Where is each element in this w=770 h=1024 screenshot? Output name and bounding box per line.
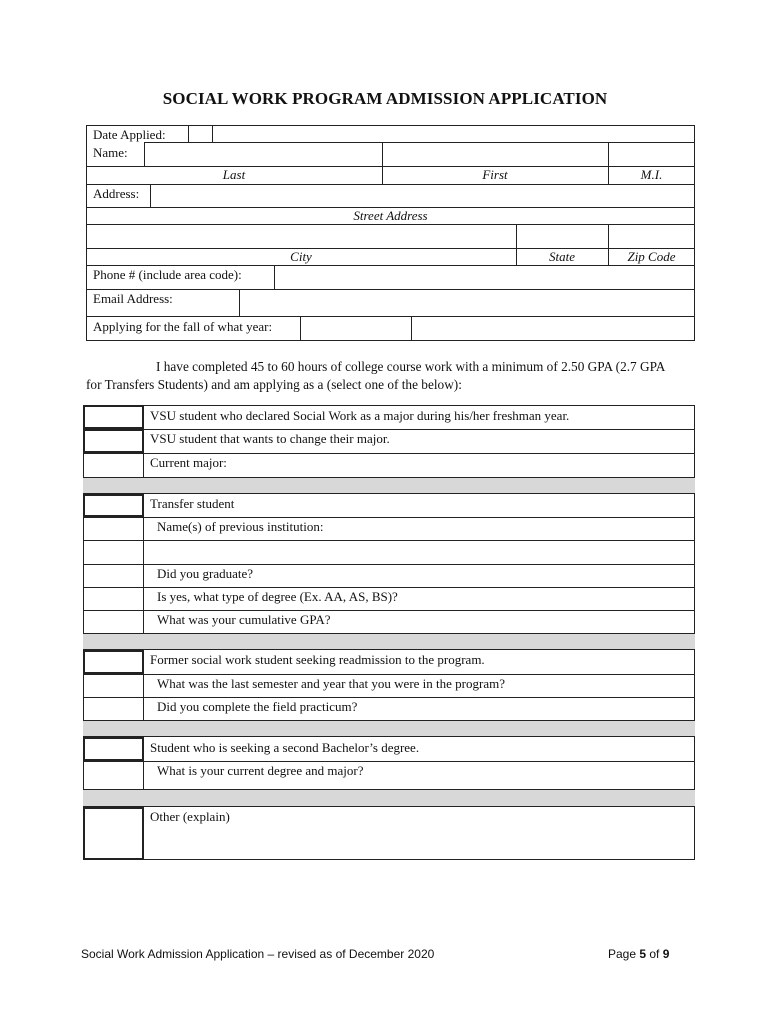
email-label: Email Address: [93,291,173,306]
zip-code-field[interactable] [609,225,694,247]
degree-type-label: Is yes, what type of degree (Ex. AA, AS, BS)? [157,589,398,604]
intro-line-1: I have completed 45 to 60 hours of college course work with a minimum of 2.50 GPA (2.7 GPA [156,359,666,374]
city-field[interactable] [87,225,515,247]
last-name-field[interactable] [145,143,381,165]
city-caption: City [290,249,312,264]
date-applied-label: Date Applied: [93,127,166,142]
current-degree-label: What is your current degree and major? [157,763,364,778]
cumulative-gpa-label: What was your cumulative GPA? [157,612,331,627]
phone-field[interactable] [275,266,694,288]
vsu-change-major-label: VSU student that wants to change their major. [150,431,390,446]
email-field[interactable] [240,290,694,316]
footer-revision: Social Work Admission Application – revised as of December 2020 [81,947,435,961]
section-separator [83,633,695,650]
name-label: Name: [93,145,128,160]
mi-caption: M.I. [640,167,663,182]
page-title: SOCIAL WORK PROGRAM ADMISSION APPLICATION [162,89,608,108]
street-address-field[interactable] [151,185,694,206]
transfer-student-checkbox[interactable] [83,494,144,517]
zip-caption: Zip Code [627,249,676,264]
section-separator [83,720,695,737]
second-bachelor-label: Student who is seeking a second Bachelor’s degree. [150,740,420,755]
vsu-change-major-checkbox[interactable] [83,429,144,453]
address-label: Address: [93,186,140,201]
former-student-checkbox[interactable] [83,650,144,674]
previous-institution-label: Name(s) of previous institution: [157,519,324,534]
applying-year-field[interactable] [300,316,412,341]
first-name-field[interactable] [383,143,607,165]
previous-institution-field[interactable] [144,541,694,563]
former-student-label: Former social work student seeking readmission to the program. [150,652,485,667]
applying-year-label: Applying for the fall of what year: [93,319,273,334]
vsu-declared-checkbox[interactable] [83,405,144,429]
middle-initial-field[interactable] [609,143,694,165]
vsu-declared-label: VSU student who declared Social Work as a major during his/her freshman year. [150,408,570,423]
other-explain-field[interactable] [145,826,694,858]
date-applied-field[interactable] [188,125,213,143]
page-number: Page 5 of 9 [608,947,670,961]
phone-label: Phone # (include area code): [93,267,242,282]
other-label: Other (explain) [150,809,230,824]
intro-line-2: for Transfers Students) and am applying as a (select one of the below): [86,377,462,392]
street-address-caption: Street Address [353,208,428,223]
section-separator [83,477,695,494]
last-semester-label: What was the last semester and year that you were in the program? [157,676,505,691]
current-page: 5 [639,947,647,961]
intro-paragraph [86,358,696,394]
section-separator [83,789,695,807]
second-bachelor-checkbox[interactable] [83,737,144,761]
state-field[interactable] [517,225,607,247]
transfer-student-label: Transfer student [150,496,235,511]
last-caption: Last [222,167,246,182]
current-major-field[interactable] [240,454,694,476]
state-caption: State [549,249,575,264]
field-practicum-label: Did you complete the field practicum? [157,699,358,714]
current-major-label: Current major: [150,455,227,470]
total-pages: 9 [662,947,670,961]
other-checkbox[interactable] [83,807,144,860]
did-graduate-label: Did you graduate? [157,566,254,581]
first-caption: First [482,167,508,182]
